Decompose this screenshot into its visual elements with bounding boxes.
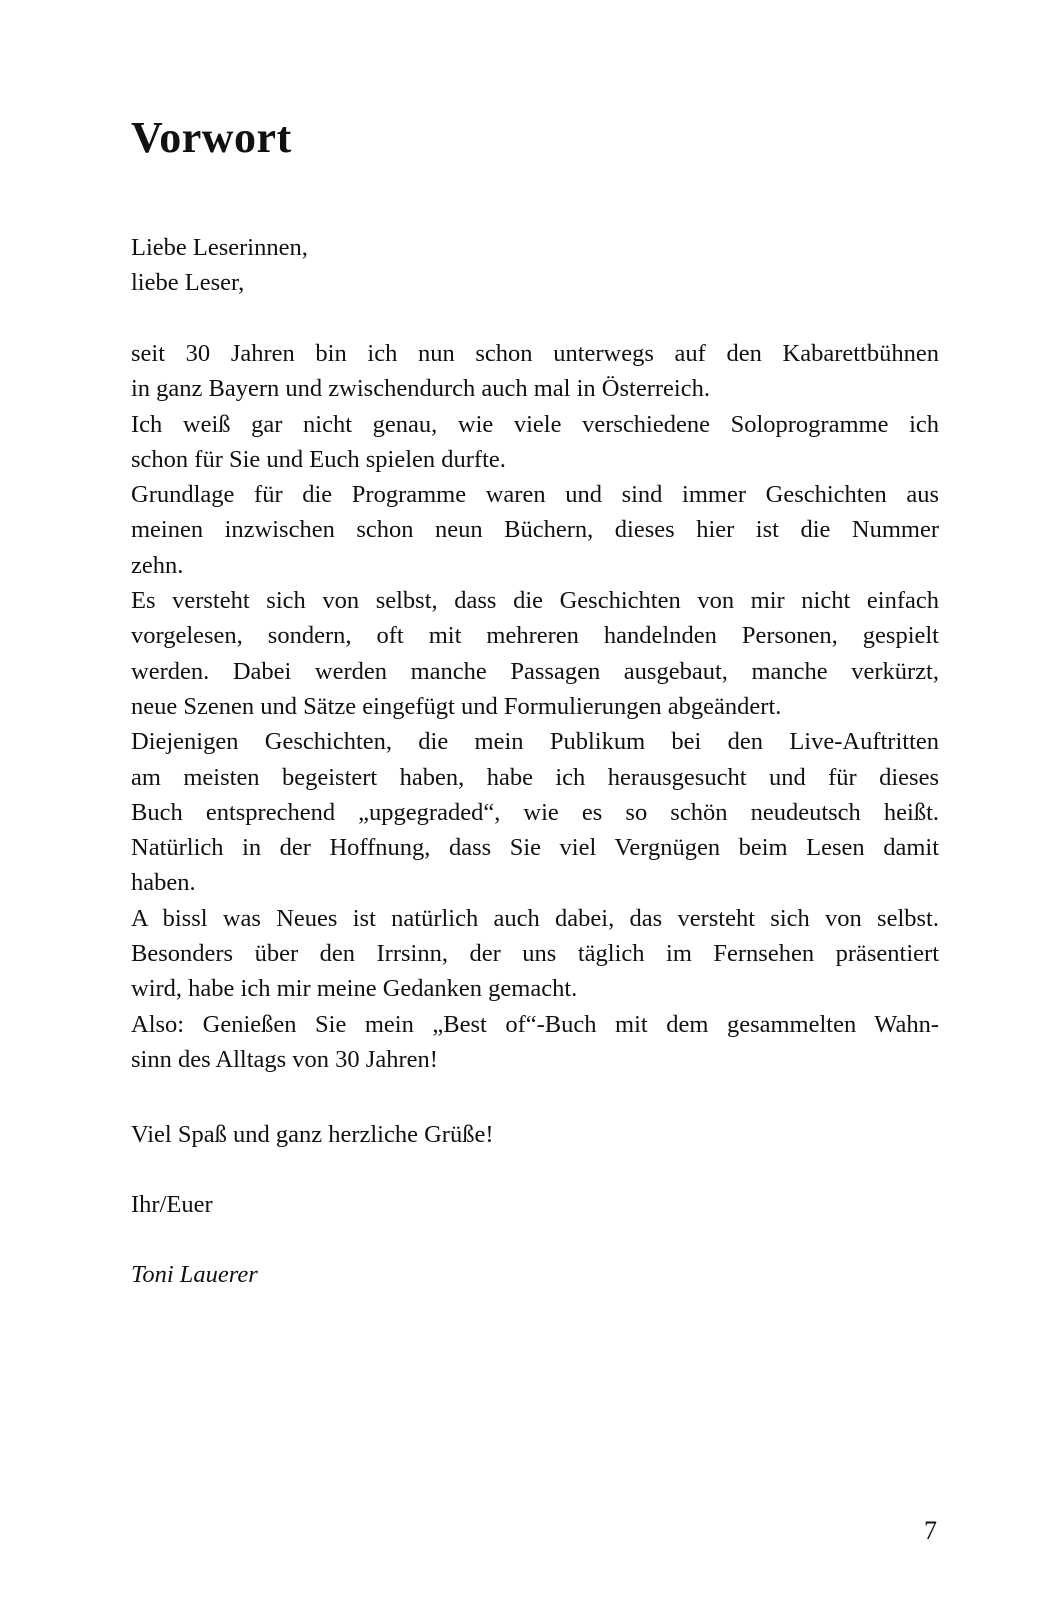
closing: Viel Spaß und ganz herzliche Grüße! — [131, 1121, 494, 1148]
body-line: meinen inzwischen schon neun Büchern, dieses hier ist die Nummer — [131, 516, 939, 544]
body-line: neue Szenen und Sätze eingefügt und Formulierungen abgeändert. — [131, 692, 782, 720]
body-line: A bissl was Neues ist natürlich auch dabei, das versteht sich von selbst. — [131, 904, 939, 932]
closing-formula: Ihr/Euer — [131, 1191, 213, 1218]
salutation-line: Liebe Leserinnen, — [131, 234, 308, 261]
signature: Toni Lauerer — [131, 1261, 258, 1288]
salutation-line: liebe Leser, — [131, 269, 245, 297]
body-line: werden. Dabei werden manche Passagen ausgebaut, manche verkürzt, — [131, 657, 939, 685]
body-line: Also: Genießen Sie mein „Best of“-Buch mit dem gesammelten Wahn- — [131, 1010, 939, 1038]
salutation — [131, 230, 939, 301]
body-line: Natürlich in der Hoffnung, dass Sie viel Vergnügen beim Lesen damit — [131, 834, 939, 862]
body-line: Grundlage für die Programme waren und sind immer Geschichten aus — [131, 481, 939, 509]
body-line: Ich weiß gar nicht genau, wie viele verschiedene Soloprogramme ich — [131, 410, 939, 438]
body-line: in ganz Bayern und zwischendurch auch mal in Österreich. — [131, 375, 710, 403]
body-text — [131, 336, 939, 1077]
body-line: schon für Sie und Euch spielen durfte. — [131, 445, 506, 473]
body-line: am meisten begeistert haben, habe ich herausgesucht und für dieses — [131, 763, 939, 791]
body-line: Buch entsprechend „upgegraded“, wie es so schön neudeutsch heißt. — [131, 798, 939, 826]
body-line: seit 30 Jahren bin ich nun schon unterwegs auf den Kabarettbühnen — [131, 340, 939, 367]
body-line: vorgelesen, sondern, oft mit mehreren handelnden Personen, gespielt — [131, 622, 939, 650]
body-line: Es versteht sich von selbst, dass die Geschichten von mir nicht einfach — [131, 587, 939, 615]
body-line: haben. — [131, 869, 196, 897]
page-number: 7 — [924, 1516, 937, 1545]
page-title: Vorwort — [131, 113, 292, 162]
body-line: Diejenigen Geschichten, die mein Publikum bei den Live-Auftritten — [131, 728, 939, 756]
body-line: wird, habe ich mir meine Gedanken gemacht. — [131, 975, 578, 1003]
body-line: zehn. — [131, 551, 184, 579]
body-line: Besonders über den Irrsinn, der uns täglich im Fernsehen präsentiert — [131, 940, 939, 968]
body-line: sinn des Alltags von 30 Jahren! — [131, 1045, 438, 1073]
